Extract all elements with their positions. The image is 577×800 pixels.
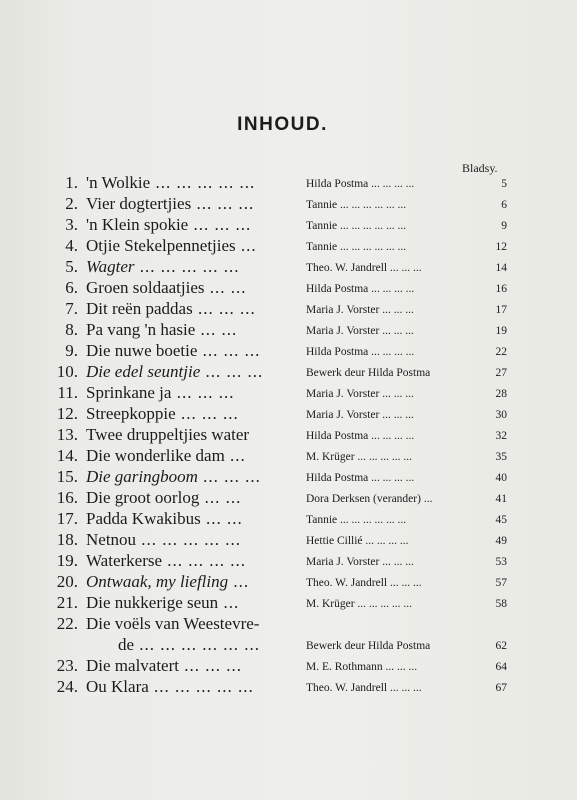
entry-page-number: 14 xyxy=(495,262,507,274)
entry-author: Maria J. Vorster ... ... ... xyxy=(306,388,414,400)
entry-author: Hilda Postma ... ... ... ... xyxy=(306,430,415,442)
page-title: INHOUD. xyxy=(237,114,328,135)
entry-title-line xyxy=(86,445,246,466)
entry-page-number: 19 xyxy=(495,325,507,337)
entry-number: 22. xyxy=(56,614,78,633)
entry-number: 4. xyxy=(65,236,78,255)
table-of-contents xyxy=(0,172,577,697)
leader-dots: ... ... ... xyxy=(171,383,235,402)
toc-entry xyxy=(0,508,577,529)
entry-title: de xyxy=(118,635,135,654)
entry-number: 14. xyxy=(56,446,78,465)
entry-title-line xyxy=(86,613,259,634)
entry-author: Tannie ... ... ... ... ... ... xyxy=(306,514,407,526)
toc-entry xyxy=(0,487,577,508)
leader-dots: ... ... ... ... ... xyxy=(134,257,240,276)
toc-entry xyxy=(0,445,577,466)
leader-dots: ... ... ... xyxy=(175,404,239,423)
leader-dots: ... ... ... xyxy=(197,467,261,486)
entry-title-line xyxy=(86,298,256,319)
entry-title-line xyxy=(86,508,243,529)
leader-dots: ... ... ... ... ... xyxy=(150,173,256,192)
entry-title: Waterkerse xyxy=(86,551,163,570)
entry-author: Maria J. Vorster ... ... ... xyxy=(306,409,414,421)
leader-dots: ... ... ... ... xyxy=(162,551,247,570)
entry-page-number: 41 xyxy=(495,493,507,505)
entry-number: 11. xyxy=(57,383,78,402)
leader-dots: ... ... ... ... ... ... xyxy=(134,635,261,654)
entry-title-line xyxy=(86,361,263,382)
entry-author: M. Krüger ... ... ... ... ... xyxy=(306,598,413,610)
entry-author: M. E. Rothmann ... ... ... xyxy=(306,661,418,673)
entry-page-number: 27 xyxy=(495,367,507,379)
leader-dots: ... xyxy=(218,593,240,612)
entry-author: Hilda Postma ... ... ... ... xyxy=(306,178,415,190)
entry-title: Ontwaak, my liefling xyxy=(86,572,229,591)
entry-number: 21. xyxy=(56,593,78,612)
entry-title: Groen soldaatjies xyxy=(86,278,205,297)
toc-entry xyxy=(0,613,577,634)
entry-author: Maria J. Vorster ... ... ... xyxy=(306,325,414,337)
entry-number: 3. xyxy=(65,215,78,234)
toc-entry xyxy=(0,382,577,403)
leader-dots: ... ... ... ... ... xyxy=(148,677,254,696)
toc-entry xyxy=(0,550,577,571)
entry-author: Theo. W. Jandrell ... ... ... xyxy=(306,577,422,589)
entry-title: Twee druppeltjies water xyxy=(86,425,250,444)
entry-author: Tannie ... ... ... ... ... ... xyxy=(306,241,407,253)
entry-title-line xyxy=(86,655,242,676)
entry-page-number: 57 xyxy=(495,577,507,589)
entry-author: Tannie ... ... ... ... ... ... xyxy=(306,220,407,232)
toc-entry xyxy=(0,571,577,592)
entry-author: Hilda Postma ... ... ... ... xyxy=(306,283,415,295)
leader-dots: ... xyxy=(228,572,250,591)
entry-page-number: 28 xyxy=(495,388,507,400)
entry-number: 9. xyxy=(65,341,78,360)
entry-title-line xyxy=(86,193,254,214)
entry-author: Hilda Postma ... ... ... ... xyxy=(306,472,415,484)
leader-dots: ... ... xyxy=(195,320,238,339)
entry-number: 18. xyxy=(56,530,78,549)
entry-number: 15. xyxy=(56,467,78,486)
entry-author: Theo. W. Jandrell ... ... ... xyxy=(306,262,422,274)
entry-title: Die groot oorlog xyxy=(86,488,200,507)
entry-page-number: 35 xyxy=(495,451,507,463)
entry-author: Bewerk deur Hilda Postma xyxy=(306,367,431,379)
entry-title-line xyxy=(86,256,240,277)
entry-number: 23. xyxy=(56,656,78,675)
entry-title: Sprinkane ja xyxy=(86,383,172,402)
entry-author: Bewerk deur Hilda Postma xyxy=(306,640,431,652)
entry-title-line xyxy=(86,382,234,403)
entry-page-number: 12 xyxy=(495,241,507,253)
toc-entry xyxy=(0,298,577,319)
entry-title-line xyxy=(86,319,237,340)
entry-title-line xyxy=(86,235,257,256)
entry-title-line xyxy=(86,172,255,193)
entry-page-number: 53 xyxy=(495,556,507,568)
entry-number: 17. xyxy=(56,509,78,528)
entry-page-number: 22 xyxy=(495,346,507,358)
entry-title: Otjie Stekelpennetjies xyxy=(86,236,236,255)
entry-number: 1. xyxy=(65,173,78,192)
entry-title-line xyxy=(86,403,239,424)
entry-title-line xyxy=(86,550,246,571)
entry-page-number: 6 xyxy=(501,199,507,211)
entry-number: 8. xyxy=(65,320,78,339)
entry-title: Die edel seuntjie xyxy=(86,362,201,381)
entry-title-line xyxy=(86,571,249,592)
entry-title-line xyxy=(86,214,251,235)
entry-title: Netnou xyxy=(86,530,137,549)
entry-title: Dit reën paddas xyxy=(86,299,193,318)
toc-entry xyxy=(0,172,577,193)
entry-page-number: 64 xyxy=(495,661,507,673)
leader-dots: ... ... xyxy=(199,488,242,507)
entry-number: 16. xyxy=(56,488,78,507)
entry-author: M. Krüger ... ... ... ... ... xyxy=(306,451,413,463)
toc-entry xyxy=(0,634,577,655)
toc-entry xyxy=(0,403,577,424)
entry-title: Wagter xyxy=(86,257,135,276)
entry-number: 5. xyxy=(65,257,78,276)
entry-number: 24. xyxy=(56,677,78,696)
entry-number: 2. xyxy=(65,194,78,213)
entry-title: Die malvatert xyxy=(86,656,179,675)
toc-entry xyxy=(0,655,577,676)
leader-dots: ... ... ... ... ... xyxy=(136,530,242,549)
page-column-label: Bladsy. xyxy=(462,161,498,175)
toc-entry xyxy=(0,277,577,298)
entry-page-number: 49 xyxy=(495,535,507,547)
entry-author: Dora Derksen (verander) ... xyxy=(306,493,433,505)
entry-number: 12. xyxy=(56,404,78,423)
entry-title: Die nukkerige seun xyxy=(86,593,219,612)
entry-title-line xyxy=(118,634,260,655)
entry-title: Die garingboom xyxy=(86,467,198,486)
leader-dots: ... ... ... xyxy=(200,362,264,381)
entry-number: 20. xyxy=(56,572,78,591)
entry-author: Hilda Postma ... ... ... ... xyxy=(306,346,415,358)
entry-author: Theo. W. Jandrell ... ... ... xyxy=(306,682,422,694)
entry-title-line xyxy=(86,529,241,550)
entry-author: Hettie Cillié ... ... ... ... xyxy=(306,535,409,547)
toc-entry xyxy=(0,256,577,277)
toc-entry xyxy=(0,235,577,256)
entry-author: Maria J. Vorster ... ... ... xyxy=(306,304,414,316)
toc-entry xyxy=(0,424,577,445)
entry-page-number: 45 xyxy=(495,514,507,526)
entry-number: 13. xyxy=(56,425,78,444)
entry-title: Vier dogtertjies xyxy=(86,194,192,213)
entry-page-number: 32 xyxy=(495,430,507,442)
leader-dots: ... ... ... xyxy=(188,215,252,234)
entry-title-line xyxy=(86,277,247,298)
leader-dots: ... ... ... xyxy=(191,194,255,213)
leader-dots: ... xyxy=(235,236,257,255)
entry-page-number: 30 xyxy=(495,409,507,421)
entry-title: Die wonderlike dam xyxy=(86,446,225,465)
entry-page-number: 40 xyxy=(495,472,507,484)
toc-entry xyxy=(0,319,577,340)
entry-title-line xyxy=(86,424,249,445)
entry-title: Die voëls van Weestevre- xyxy=(86,614,260,633)
entry-number: 6. xyxy=(65,278,78,297)
entry-title: Padda Kwakibus xyxy=(86,509,201,528)
entry-author: Maria J. Vorster ... ... ... xyxy=(306,556,414,568)
entry-title-line xyxy=(86,340,260,361)
entry-title: Pa vang 'n hasie xyxy=(86,320,196,339)
entry-title-line xyxy=(86,676,254,697)
entry-page-number: 58 xyxy=(495,598,507,610)
toc-entry xyxy=(0,340,577,361)
entry-title-line xyxy=(86,466,261,487)
toc-entry xyxy=(0,466,577,487)
leader-dots: ... xyxy=(224,446,246,465)
toc-entry xyxy=(0,214,577,235)
entry-number: 10. xyxy=(56,362,78,381)
entry-title: Ou Klara xyxy=(86,677,149,696)
entry-title: 'n Wolkie xyxy=(86,173,151,192)
leader-dots: ... ... xyxy=(204,278,247,297)
entry-title-line xyxy=(86,592,239,613)
leader-dots: ... ... xyxy=(200,509,243,528)
toc-entry xyxy=(0,529,577,550)
entry-title: Streepkoppie xyxy=(86,404,176,423)
entry-title: 'n Klein spokie xyxy=(86,215,189,234)
entry-author: Tannie ... ... ... ... ... ... xyxy=(306,199,407,211)
leader-dots: ... ... ... xyxy=(197,341,261,360)
entry-title-line xyxy=(86,487,241,508)
toc-entry xyxy=(0,193,577,214)
leader-dots: ... ... ... xyxy=(192,299,256,318)
leader-dots: ... ... ... xyxy=(179,656,242,675)
entry-number: 19. xyxy=(56,551,78,570)
entry-page-number: 16 xyxy=(495,283,507,295)
toc-entry xyxy=(0,361,577,382)
toc-entry xyxy=(0,592,577,613)
toc-entry xyxy=(0,676,577,697)
entry-page-number: 62 xyxy=(495,640,507,652)
entry-page-number: 5 xyxy=(501,178,507,190)
entry-page-number: 9 xyxy=(501,220,507,232)
entry-page-number: 67 xyxy=(495,682,507,694)
entry-number: 7. xyxy=(65,299,78,318)
entry-title: Die nuwe boetie xyxy=(86,341,198,360)
entry-page-number: 17 xyxy=(495,304,507,316)
